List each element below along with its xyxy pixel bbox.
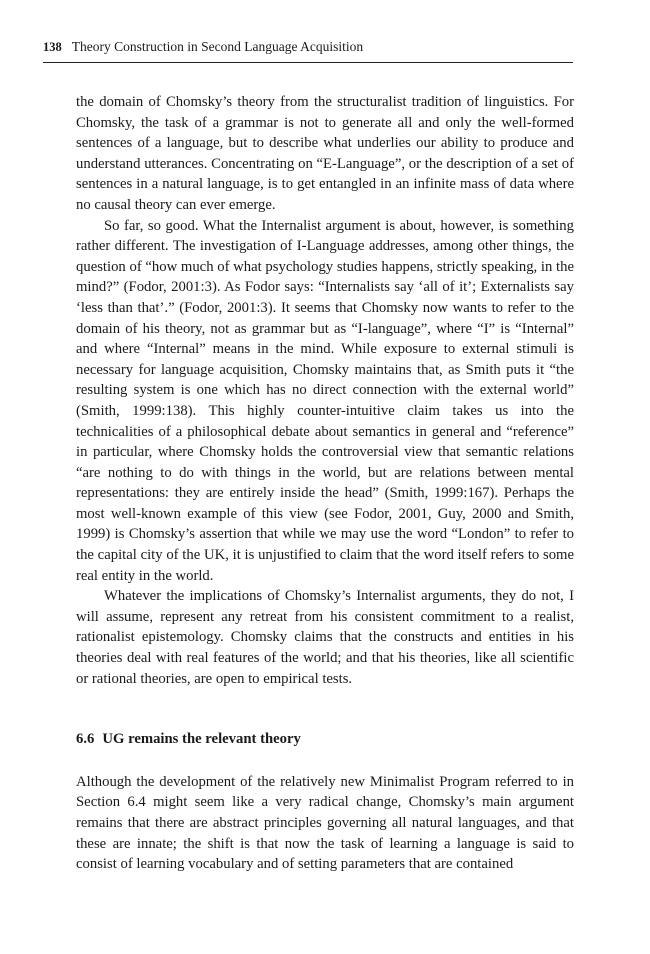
section-heading <box>76 729 574 750</box>
body-text <box>76 92 574 875</box>
running-head <box>43 38 573 63</box>
paragraph-internalist: So far, so good. What the Internalist argument is about, however, is something rather different. The investigation of I-Language addresses, among other things, the question of “how much of what psychology studies happens, strictly speaking, in the mind?” (Fodor, 2001:3). As Fodor says: “Internalists say ‘all of it’; Externalists say ‘less than that’.” (Fodor, 2001:3). It seems that Chomsky now wants to refer to the domain of his theory, not as grammar but as “I-language”, where “I” is “Internal” and where “Internal” means in the mind. While exposure to external stimuli is necessary for language acquisition, Chomsky maintains that, as Smith puts it “the resulting system is one which has no direct connection with the external world” (Smith, 1999:138). This highly counter-intuitive claim takes us into the technicalities of a philosophical debate about semantics in general and “reference” in particular, where Chomsky holds the controversial view that semantic relations “are nothing to do with things in the world, but are relations between mental representations: they are entirely inside the head” (Smith, 1999:167). Perhaps the most well-known example of this view (see Fodor, 2001, Guy, 2000 and Smith, 1999) is Chomsky’s assertion that while we may use the word “London” to refer to the capital city of the UK, it is unjustified to claim that the word itself refers to some real entity in the world. <box>76 217 574 584</box>
paragraph-realist: Whatever the implications of Chomsky’s Internalist arguments, they do not, I will assume, represent any retreat from his consistent commitment to a realist, rationalist epistemology. Chomsky claims that the constructs and entities in his theories deal with real features of the world; and that his theories, like all scientific or rational theories, are open to empirical tests. <box>76 588 574 687</box>
running-title: Theory Construction in Second Language Acquisition <box>71 39 364 54</box>
section-number: 6.6 <box>76 731 95 748</box>
section-title: UG remains the relevant theory <box>102 731 301 748</box>
paragraph-continued: the domain of Chomsky’s theory from the structuralist tradition of linguistics. For Chomsky, the task of a grammar is not to generate all and only the well-formed sentences of a language, but to describe what underlies our ability to produce and understand utterances. Concentrating on “E-Language”, or the description of a set of sentences in a natural language, is to get entangled in an infinite mass of data where no causal theory can ever emerge. <box>76 94 574 213</box>
page-number: 138 <box>43 40 62 54</box>
section-paragraph: Although the development of the relatively new Minimalist Program referred to in Section 6.4 might seem like a very radical change, Chomsky’s main argument remains that there are abstract principles governing all natural languages, and that these are innate; the shift is that now the task of learning a language is said to consist of learning vocabulary and of setting parameters that are contained <box>76 773 574 873</box>
